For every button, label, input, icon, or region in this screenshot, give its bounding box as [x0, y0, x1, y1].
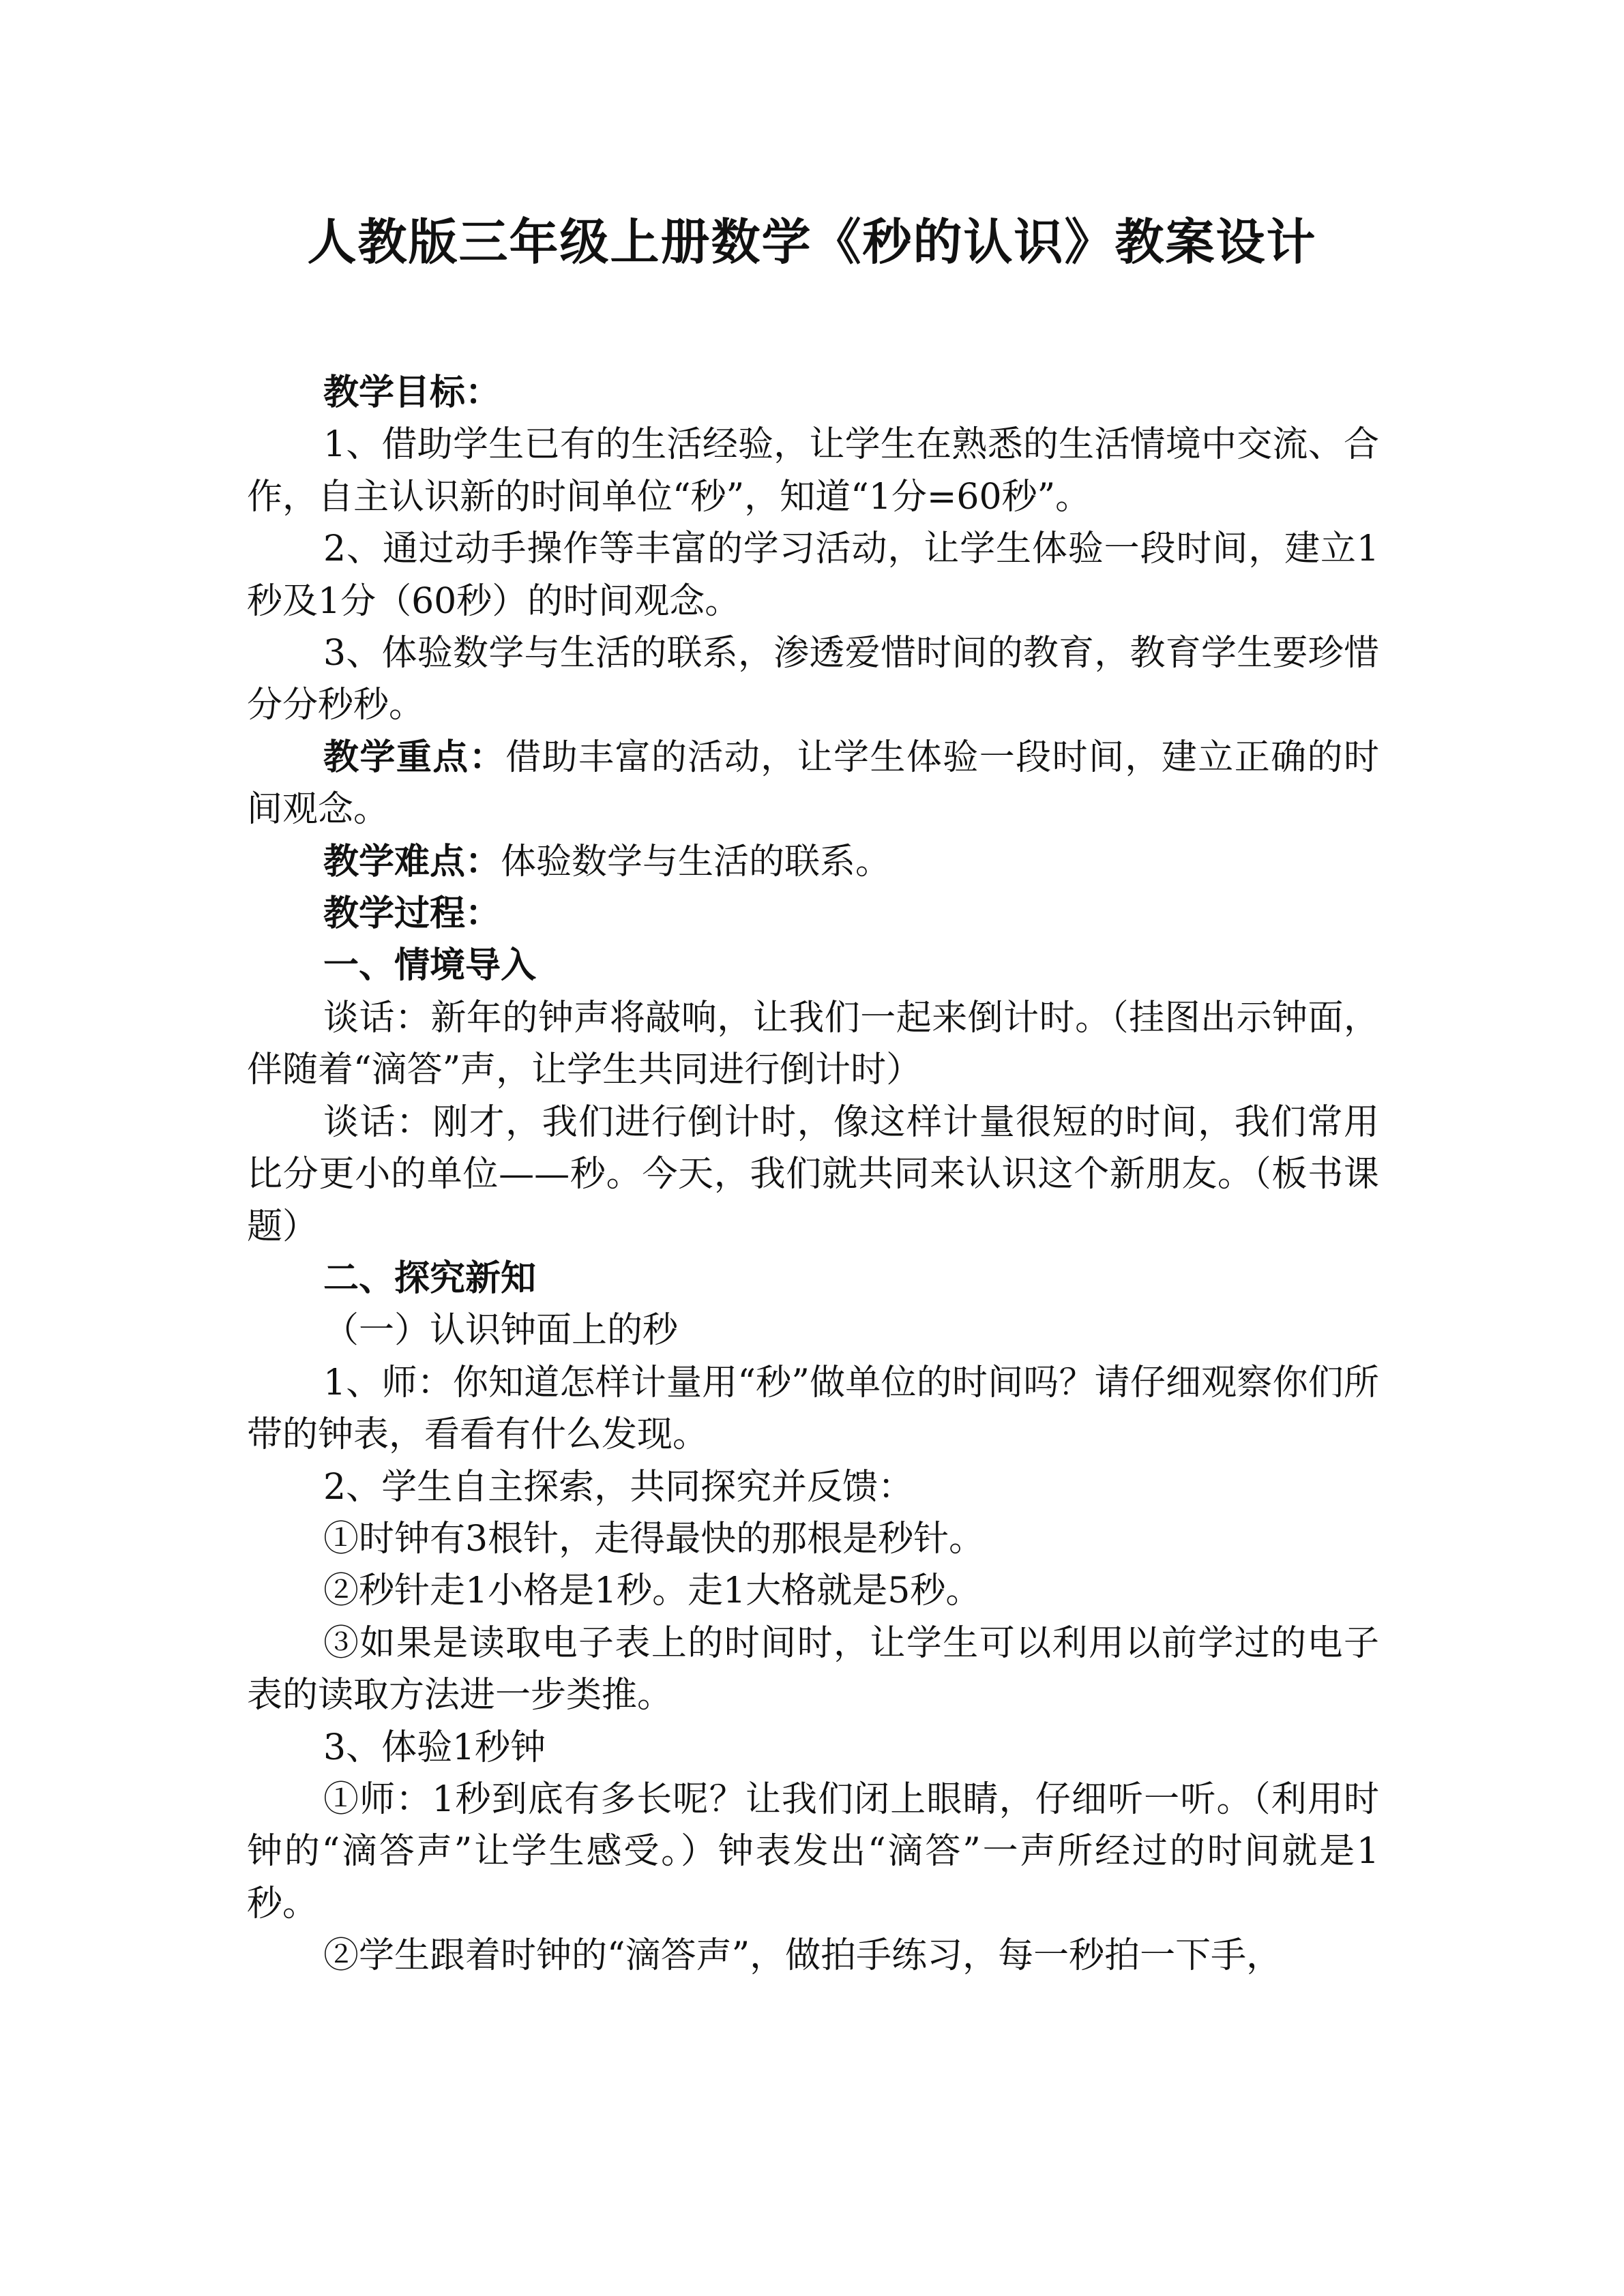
finding-1: ①时钟有3根针，走得最快的那根是秒针。 — [323, 1518, 985, 1560]
document-title: 人教版三年级上册数学《秒的认识》教案设计 — [307, 213, 1317, 271]
experience-1: ①师：1秒到底有多长呢？让我们闭上眼睛，仔细听一听。（利用时钟的“滴答声”让学生感受。）钟表发出“滴答”一声所经过的时间就是1秒。 — [247, 1778, 1379, 1924]
heading-process: 教学过程： — [323, 893, 501, 935]
key-label: 教学重点： — [323, 736, 506, 778]
finding-2: ②秒针走1小格是1秒。走1大格就是5秒。 — [323, 1570, 981, 1612]
difficulty-label: 教学难点： — [323, 841, 501, 882]
difficulty-point — [247, 836, 1379, 888]
step-3: 3、体验1秒钟 — [323, 1727, 546, 1768]
talk-1: 谈话：新年的钟声将敲响，让我们一起来倒计时。（挂图出示钟面，伴随着“滴答”声，让学生共同进行倒计时） — [247, 997, 1379, 1091]
subsection-1-heading: （一）认识钟面上的秒 — [323, 1310, 679, 1352]
difficulty-text: 体验数学与生活的联系。 — [501, 841, 891, 882]
step-1: 1、师：你知道怎样计量用“秒”做单位的时间吗？请仔细观察你们所带的钟表，看看有什么发现。 — [247, 1362, 1379, 1456]
experience-2: ②学生跟着时钟的“滴答声”，做拍手练习，每一秒拍一下手， — [323, 1935, 1282, 1977]
objective-3: 3、体验数学与生活的联系，渗透爱惜时间的教育，教育学生要珍惜分分秒秒。 — [247, 633, 1379, 726]
objective-2: 2、通过动手操作等丰富的学习活动，让学生体验一段时间，建立1秒及1分（60秒）的时间观念。 — [247, 528, 1379, 622]
document-body — [247, 367, 1379, 1982]
finding-3: ③如果是读取电子表上的时间时，让学生可以利用以前学过的电子表的读取方法进一步类推。 — [247, 1622, 1379, 1716]
heading-objectives: 教学目标： — [323, 372, 501, 413]
section-2-heading: 二、探究新知 — [323, 1257, 537, 1299]
step-2: 2、学生自主探索，共同探究并反馈： — [323, 1466, 914, 1508]
talk-2: 谈话：刚才，我们进行倒计时，像这样计量很短的时间，我们常用比分更小的单位——秒。今天，我们就共同来认识这个新朋友。（板书课题） — [247, 1101, 1379, 1247]
objective-1: 1、借助学生已有的生活经验，让学生在熟悉的生活情境中交流、合作，自主认识新的时间单位“秒”，知道“1分=60秒”。 — [247, 424, 1379, 518]
section-1-heading: 一、情境导入 — [323, 945, 537, 987]
key-text: 借助丰富的活动，让学生体验一段时间，建立正确的时间观念。 — [247, 736, 1379, 831]
key-point — [247, 732, 1379, 836]
